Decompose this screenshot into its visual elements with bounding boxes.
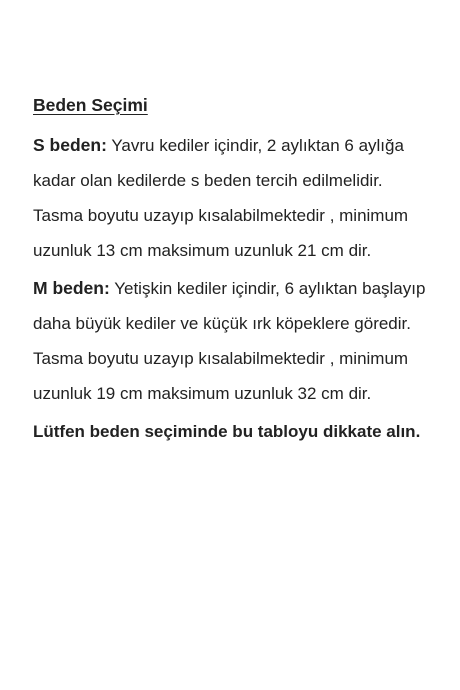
size-guide-note: Lütfen beden seçiminde bu tabloyu dikkate alın. bbox=[33, 422, 421, 441]
size-s-description: Yavru kediler içindir, 2 aylıktan 6 aylığa kadar olan kedilerde s beden tercih edilmelidir. Tasma boyutu uzayıp kısalabilmektedir , minimum uzunluk 13 cm maksimum uzunluk 21 cm dir. bbox=[33, 136, 409, 260]
size-m-paragraph bbox=[33, 271, 433, 411]
size-s-paragraph bbox=[33, 128, 433, 268]
size-m-description: Yetişkin kediler içindir, 6 aylıktan başlayıp daha büyük kediler ve küçük ırk köpeklere göredir. Tasma boyutu uzayıp kısalabilmektedir , minimum uzunluk 19 cm maksimum uzunluk 32 cm dir. bbox=[33, 279, 426, 403]
size-m-label: M beden: bbox=[33, 278, 110, 298]
size-guide bbox=[33, 92, 433, 449]
page-title: Beden Seçimi bbox=[33, 95, 148, 115]
size-s-label: S beden: bbox=[33, 135, 107, 155]
